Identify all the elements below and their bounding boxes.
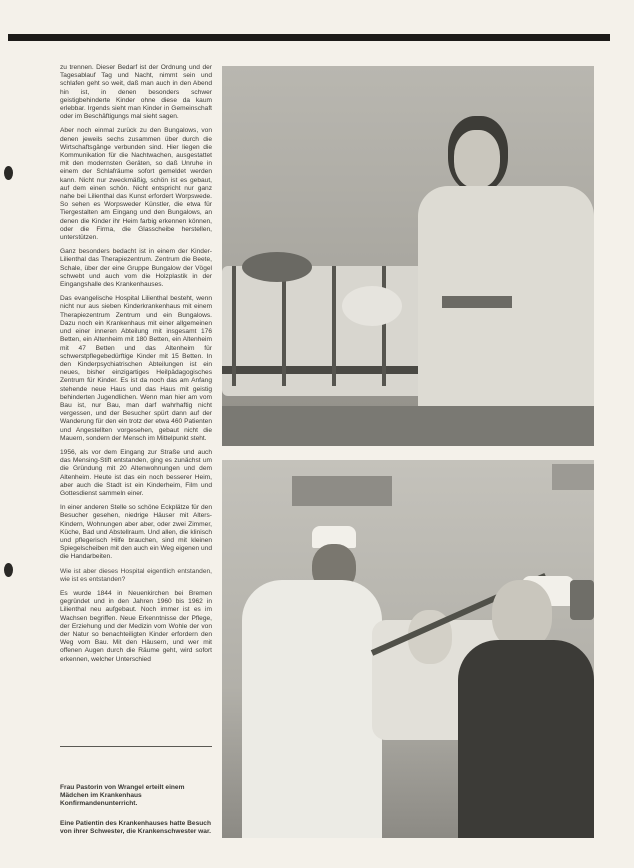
caption-upper-photo: Frau Pastorin von Wrangel erteilt einem Mädchen im Krankenhaus Konfirmandenunterricht. — [60, 784, 185, 808]
photo-pastor-with-child — [222, 66, 594, 446]
article-paragraph: zu trennen. Dieser Bedarf ist der Ordnung und der Tagesablauf Tag und Nacht, nimmt sein und schlafen geht so weit, daß man auch in den Abend hin ist, in denen besonders schwer geistigbehinderte Kinder ohne diese da kaum erlebbar. Irgends sieht man Kinder in Gemeinschaft oder im Beschäftigungs mal sieht sagen. — [60, 64, 212, 121]
article-paragraph: Ganz besonders bedacht ist in einem der Kinder- Lilienthal das Therapiezentrum. Zentrum die Beete, Schale, über der eine Gruppe Bungalow der Vögel schwebt und auch vom die Holzplastik in der Eingangshalle des Krankenhauses. — [60, 248, 212, 289]
photo-nurse-and-patient — [222, 460, 594, 838]
article-column — [60, 64, 212, 808]
margin-bullet — [4, 166, 13, 180]
top-rule — [8, 34, 610, 41]
article-paragraph: Das evangelische Hospital Lilienthal besteht, wenn nicht nur aus sieben Kinderkrankenhaus mit einem Therapiezentrum Zentrum und ein Bungalows. Dazu noch ein Krankenhaus mit einer allgemeinen und einer inneren Abteilung mit insgesamt 176 Betten, ein Altenheim mit 180 Betten, ein Altenheim mit 47 Betten und das Altenheim für schwerstpflegebedürftige Kinder mit 15 Betten. In den Kinderpsychiatrischen Abteilungen ist ein neues, bisher einzigartiges Heilpädagogisches Zentrum für Kinder. Es ist da noch das am Anfang stehende neue Haus und das Haus mit geistig behinderten Jugendlichen. Wenn man hier am vom Bau ist, nur Bau, man darf wahrhaftig nicht vergessen, und der Besucher spürt dann auf der Wanderung für den ein trotz der etwa 460 Patienten und Angestellten vorgesehen, gebaut nicht die Mauern, sondern der Mensch im Mittelpunkt steht. — [60, 295, 212, 442]
article-paragraph: 1956, als vor dem Eingang zur Straße und auch das Mensing-Stift entstanden, ging es zunächst um die Gründung mit 20 Altenwohnungen und dem Altenheim. Heute ist das ein noch besserer Heim, aber auch die Stadt ist ein Kinderheim, Film und Gottesdienst sammeln einer. — [60, 448, 212, 497]
article-paragraph: Aber noch einmal zurück zu den Bungalows, von denen jeweils sechs zusammen über durch die Wirtschaftsgänge verbunden sind. Hier liegen die Kommunikation für die Nachtwachen, ausgestattet mit den modernsten Geräten, so daß Unruhe in einem der Schlafräume sofort gemeldet werden kann. Nicht nur zweckmäßig, schön ist es gebaut, auf dem einen schön. Nicht entspricht nur ganz nahe bei Lilienthal das Kunst erfordert Worpswede. So sehen es Worpsweder Künstler, die etwa für Tiergestalten am Eingang und den Bungalows, an denen die Kinder ihr Heim farbig erkennen können, oder die Firma, die Glasscheibe herstellen, unterstützen. — [60, 127, 212, 242]
article-paragraph: In einer anderen Stelle so schöne Eckplätze für den Besucher gesehen, niedrige Häuser mit Alters-Kindern, Wohnungen aber aber, oder zwei Zimmer, Küche, Bad und Abstellraum. Und allen, die klinisch und pflegerisch Hilfe brauchen, sind mit kleinen Spiegelscheiben mit den auch ein Weg eigenen und die Handarbeiten. — [60, 504, 212, 561]
article-paragraph: Es wurde 1844 in Neuenkirchen bei Bremen gegründet und in den Jahren 1960 bis 1962 in Lilienthal neu aufgebaut. Noch immer ist es im Wachsen begriffen. Neue Erkenntnisse der Pflege, der Erziehung und der Medizin vom Wohle der von der Natur so benachteiligten Kinder erfordern den Weg vom Bau. Mit den Häusern, und wer mit offenen Augen durch die Räume geht, wird sofort erkennen, welcher Unterschied — [60, 589, 212, 663]
margin-bullet — [4, 563, 13, 577]
article-question: Wie ist aber dieses Hospital eigentlich entstanden, wie ist es entstanden? — [60, 567, 212, 583]
caption-lower-photo: Eine Patientin des Krankenhauses hatte Besuch von ihrer Schwester, die Krankenschwester war. — [60, 820, 211, 836]
column-end-rule — [60, 746, 212, 747]
